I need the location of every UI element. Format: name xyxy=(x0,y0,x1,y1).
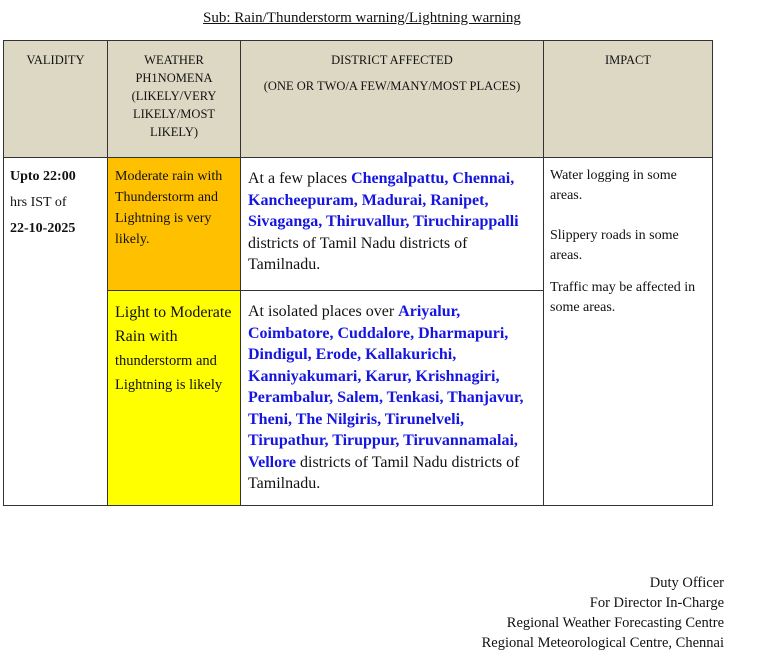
signature-line: Duty Officer xyxy=(649,575,724,591)
signature-block xyxy=(482,573,724,653)
validity-tz: hrs IST of xyxy=(10,195,67,210)
table-header-row xyxy=(4,41,713,158)
phenomenon-text: Light to Moderate Rain with xyxy=(115,304,232,345)
table-row xyxy=(4,158,713,291)
impact-item: Slippery roads in some areas. xyxy=(550,228,679,263)
district-cell xyxy=(241,158,544,291)
signature-line: Regional Weather Forecasting Centre xyxy=(506,615,724,631)
document-subject: Sub: Rain/Thunderstorm warning/Lightning warning xyxy=(203,10,521,26)
district-cell xyxy=(241,291,544,506)
header-district-title: DISTRICT AFFECTED xyxy=(331,53,453,67)
validity-time: Upto 22:00 xyxy=(10,169,76,184)
warning-table xyxy=(3,40,713,506)
header-impact: IMPACT xyxy=(544,41,713,158)
district-prefix: At isolated places over xyxy=(248,303,399,320)
impact-item: Traffic may be affected in some areas. xyxy=(550,280,696,315)
district-suffix: districts of Tamil Nadu districts of Tamilnadu. xyxy=(248,234,468,273)
phenomenon-text: thunderstorm and Lightning is likely xyxy=(115,353,223,393)
district-suffix: districts of Tamil Nadu districts of Tamilnadu. xyxy=(248,453,520,492)
header-district-subtitle: (ONE OR TWO/A FEW/MANY/MOST PLACES) xyxy=(263,79,521,93)
impact-cell xyxy=(544,158,713,506)
signature-line: For Director In-Charge xyxy=(589,595,724,611)
district-list: Ariyalur, Coimbatore, Cuddalore, Dharmapuri, Dindigul, Erode, Kallakurichi, Kanniyakumari, Karur, Krishnagiri, Perambalur, Salem, Tenkasi, Thanjavur, Theni, The Nilgiris, Tirunelveli, Tirupathur, Tiruppur, Tiruvannamalai, Vellore xyxy=(248,303,524,471)
validity-cell xyxy=(4,158,108,506)
header-district xyxy=(241,41,544,158)
phenomenon-cell: Moderate rain with Thunderstorm and Lightning is very likely. xyxy=(108,158,241,291)
district-list: Chengalpattu, Chennai, Kancheepuram, Madurai, Ranipet, Sivaganga, Thiruvallur, Tiruchirappalli xyxy=(248,170,519,230)
header-validity: VALIDITY xyxy=(4,41,108,158)
phenomenon-cell xyxy=(108,291,241,506)
validity-date: 22-10-2025 xyxy=(10,221,76,236)
signature-line: Regional Meteorological Centre, Chennai xyxy=(481,635,724,651)
district-prefix: At a few places xyxy=(248,170,352,187)
header-phenomena: WEATHER PH1NOMENA (LIKELY/VERY LIKELY/MOST LIKELY) xyxy=(108,41,241,158)
impact-item: Water logging in some areas. xyxy=(550,168,677,203)
